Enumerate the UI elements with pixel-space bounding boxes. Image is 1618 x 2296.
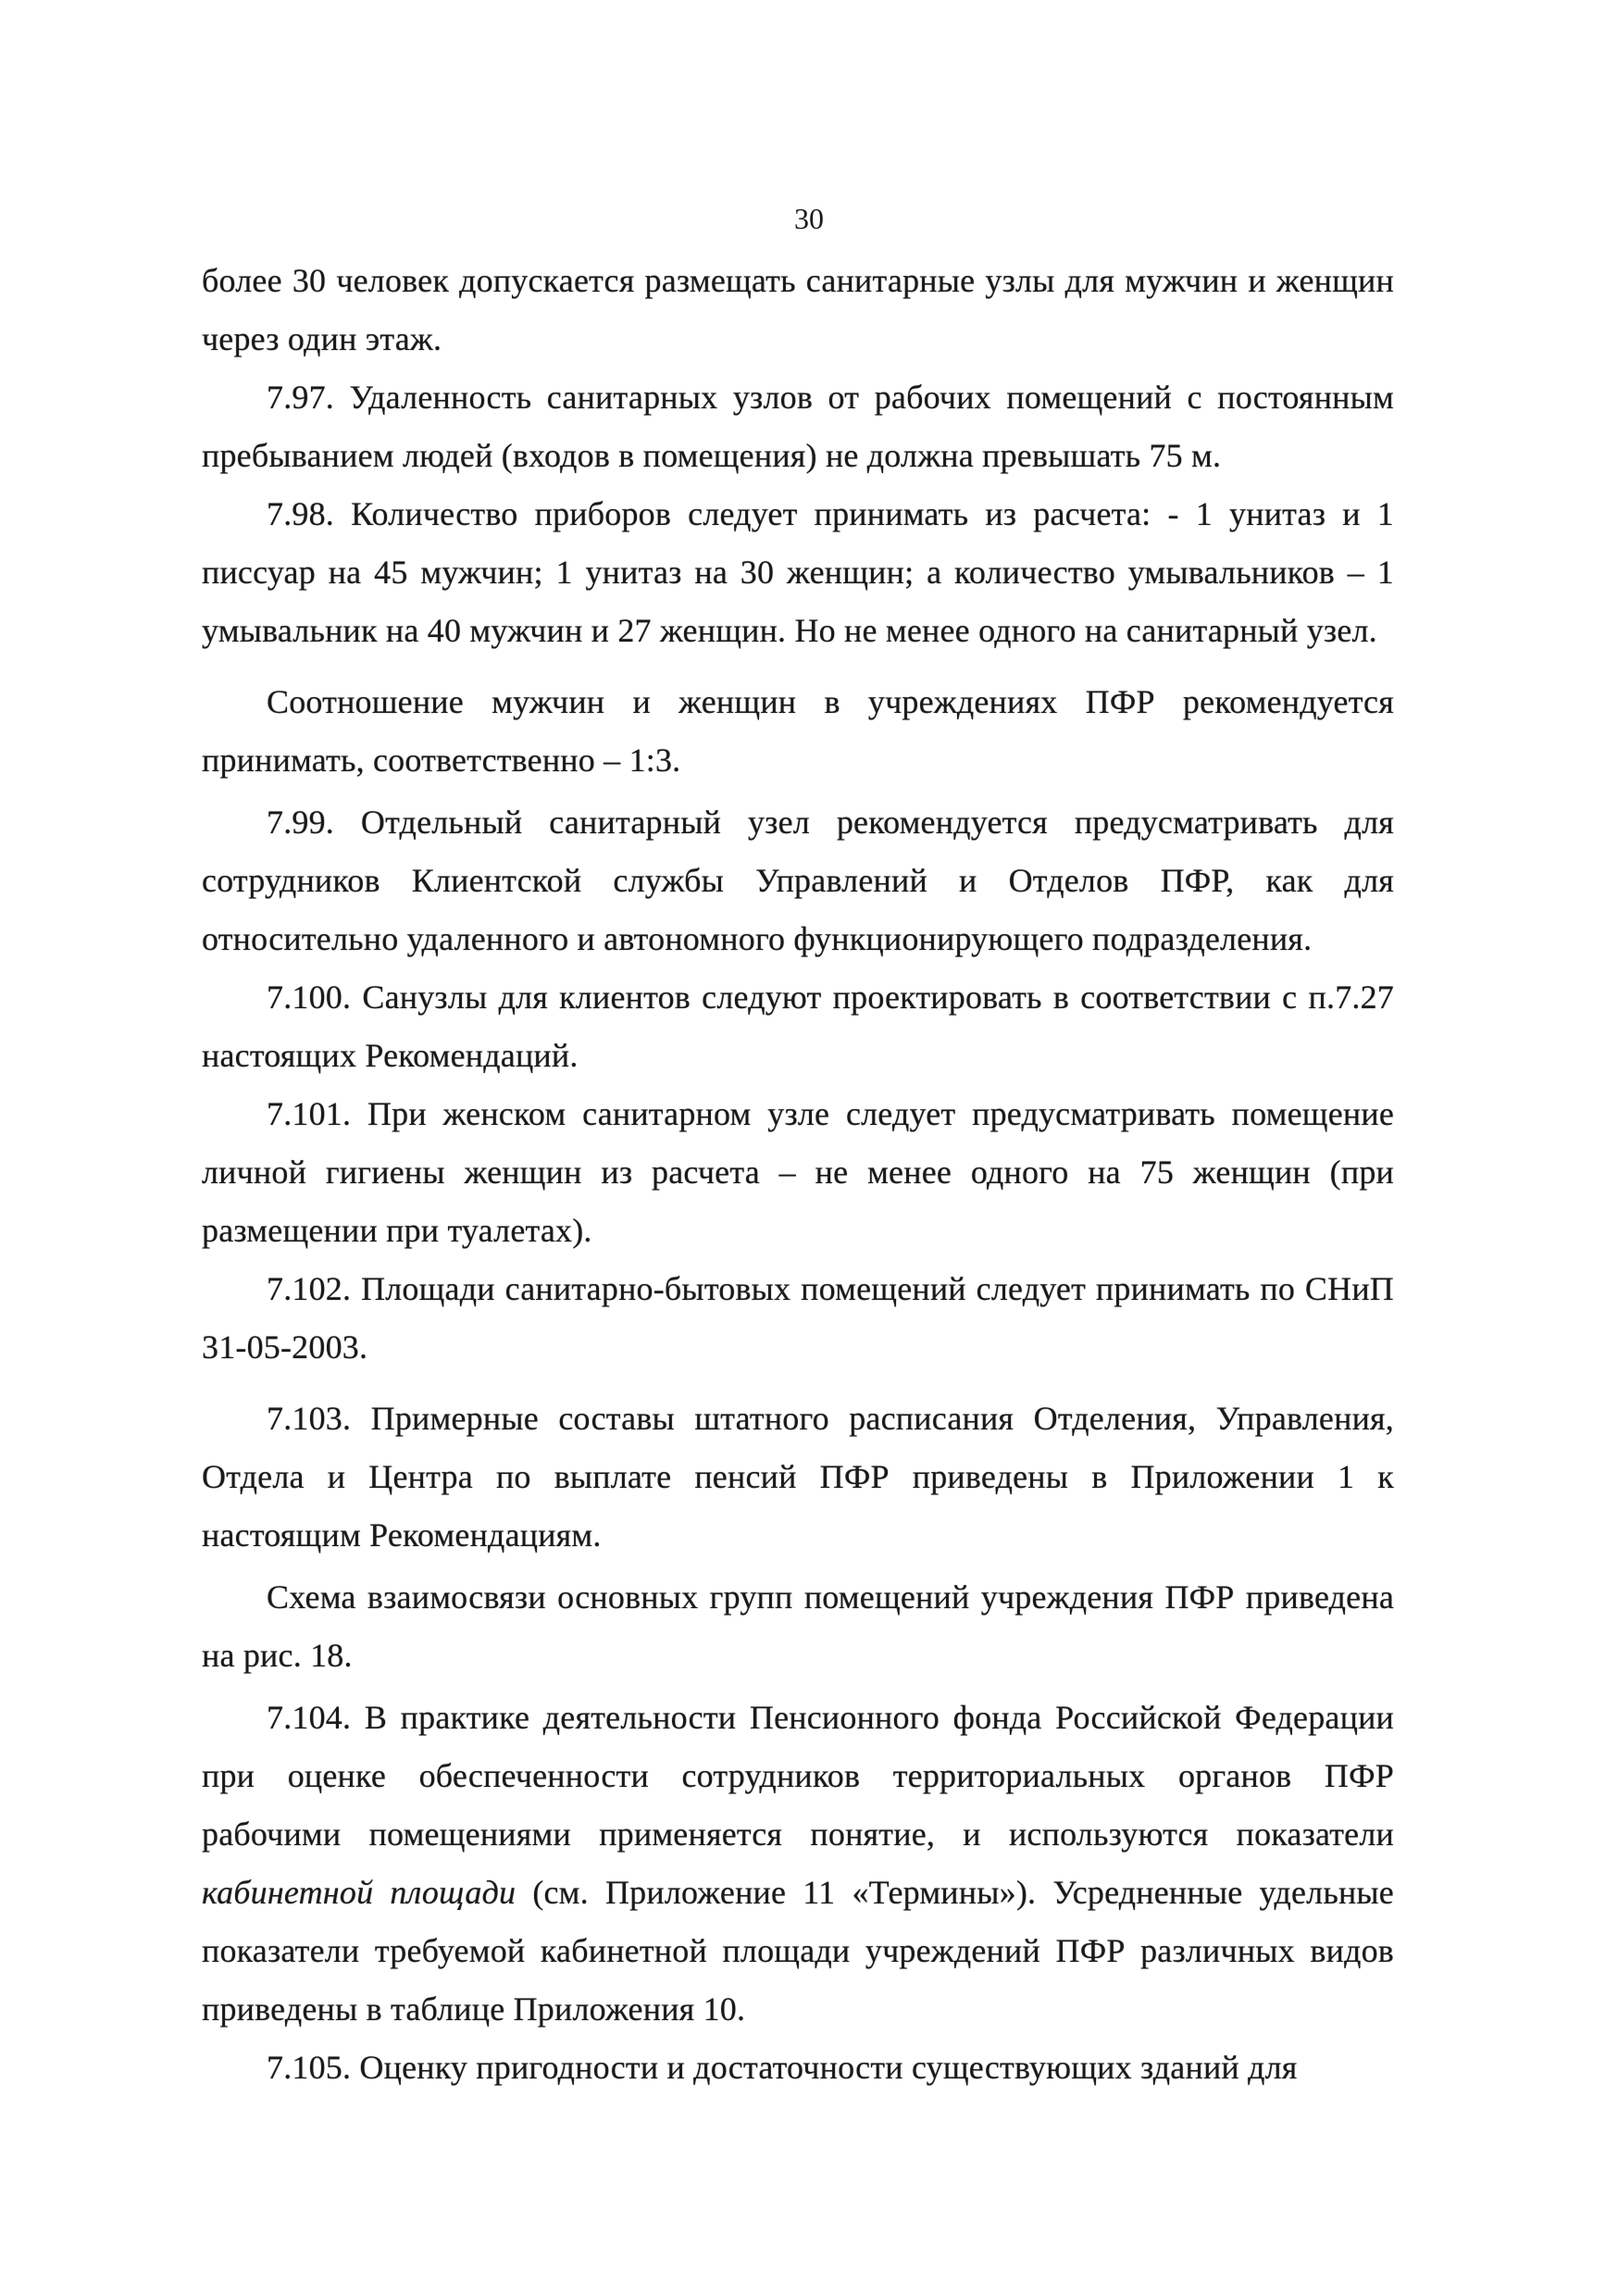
paragraph-7-100: 7.100. Санузлы для клиентов следуют проектировать в соответствии с п.7.27 настоящих Рекомендаций. <box>202 979 1394 1074</box>
paragraph-ratio: Соотношение мужчин и женщин в учреждениях ПФР рекомендуется принимать, соответственно – 1:3. <box>202 683 1394 779</box>
paragraph-7-105: 7.105. Оценку пригодности и достаточности существующих зданий для <box>267 2049 1298 2086</box>
document-body <box>202 252 1394 2097</box>
page-number: 30 <box>794 202 824 235</box>
paragraph-7-104-text-end: (см. Приложение 11 «Термины»). Усредненные удельные показатели требуемой кабинетной площади учреждений ПФР различных видов приведены в таблице Приложения 10. <box>202 1874 1394 2028</box>
paragraph-7-102: 7.102. Площади санитарно-бытовых помещений следует принимать по СНиП 31-05-2003. <box>202 1270 1394 1366</box>
paragraph-scheme: Схема взаимосвязи основных групп помещений учреждения ПФР приведена на рис. 18. <box>202 1578 1394 1674</box>
paragraph-7-97: 7.97. Удаленность санитарных узлов от рабочих помещений с постоянным пребыванием людей (входов в помещения) не должна превышать 75 м. <box>202 379 1394 474</box>
paragraph-7-101: 7.101. При женском санитарном узле следует предусматривать помещение личной гигиены женщин из расчета – не менее одного на 75 женщин (при размещении при туалетах). <box>202 1095 1394 1249</box>
paragraph-intro-continuation: более 30 человек допускается размещать санитарные узлы для мужчин и женщин через один этаж. <box>202 262 1394 357</box>
paragraph-7-104-text-start: 7.104. В практике деятельности Пенсионного фонда Российской Федерации при оценке обеспеченности сотрудников территориальных органов ПФР рабочими помещениями применяется понятие, и используются показатели <box>202 1699 1394 1853</box>
paragraph-7-99: 7.99. Отдельный санитарный узел рекомендуется предусматривать для сотрудников Клиентской службы Управлений и Отделов ПФР, как для относительно удаленного и автономного функционирующего подразделения. <box>202 804 1394 957</box>
paragraph-7-98: 7.98. Количество приборов следует принимать из расчета: - 1 унитаз и 1 писсуар на 45 мужчин; 1 унитаз на 30 женщин; а количество умывальников – 1 умывальник на 40 мужчин и 27 женщин. Но не менее одного на санитарный узел. <box>202 495 1394 649</box>
paragraph-7-104 <box>202 1689 1394 2039</box>
term-cabinet-area: кабинетной площади <box>202 1874 517 1911</box>
paragraph-7-103: 7.103. Примерные составы штатного расписания Отделения, Управления, Отдела и Центра по выплате пенсий ПФР приведены в Приложении 1 к настоящим Рекомендациям. <box>202 1400 1394 1554</box>
